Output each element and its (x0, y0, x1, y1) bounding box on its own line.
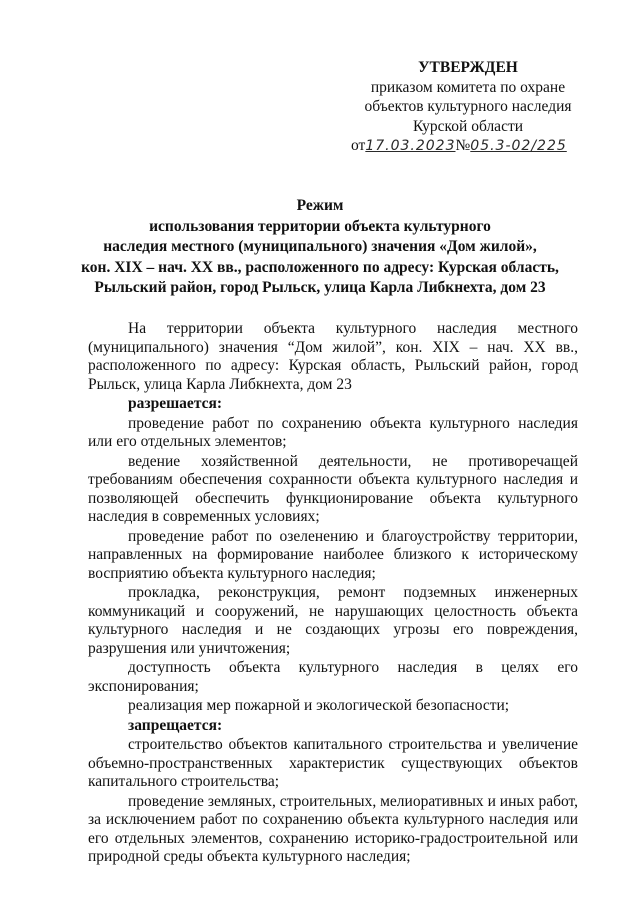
allowed-item-1: проведение работ по сохранению объекта культурного наследия или его отдельных элементов; (88, 414, 578, 450)
allowed-item-5: доступность объекта культурного наследия в целях его экспонирования; (88, 659, 578, 695)
title-line-4: кон. XIX – нач. XX вв., расположенного по адресу: Курская область, (81, 258, 559, 276)
handwritten-number: 05.3-02/225 (470, 138, 567, 154)
approval-line-1: приказом комитета по охране (370, 78, 566, 96)
handwritten-date: 17.03.2023 (365, 138, 456, 154)
forbidden-item-1: строительство объектов капитального строительства и увеличение объемно-пространственных характеристик существующих объектов капитального строительства; (88, 736, 578, 790)
title-line-5: Рыльский район, город Рыльск, улица Карла Либкнехта, дом 23 (94, 279, 546, 296)
title-line-2: использования территории объекта культурного (149, 217, 491, 235)
intro-paragraph: На территории объекта культурного наследия местного (муниципального) значения “Дом жилой”, кон. XIX – нач. XX вв., расположенного по адресу: Курская область, Рыльский район, город Рыльск, улица Карла Либкнехта, дом 23 (88, 320, 578, 393)
document-body (88, 320, 578, 868)
allowed-header: разрешается: (128, 395, 223, 412)
number-prefix: № (455, 137, 471, 154)
title-line-1: Режим (296, 197, 344, 214)
allowed-item-6: реализация мер пожарной и экологической безопасности; (128, 697, 510, 714)
approval-stamp: УТВЕРЖДЕН (418, 59, 518, 76)
document-title (70, 196, 570, 299)
approval-block (343, 58, 593, 157)
forbidden-item-2: проведение земляных, строительных, мелиоративных и иных работ, за исключением работ по сохранению объекта культурного наследия или его отдельных элементов, сохранению историко-градостроительной или природной среды объекта культурного наследия; (88, 792, 578, 865)
allowed-item-2: ведение хозяйственной деятельности, не противоречащей требованиям обеспечения сохранности объекта культурного наследия и позволяющей обеспечить функционирование объекта культурного наследия в современных условиях; (88, 452, 578, 525)
allowed-item-4: прокладка, реконструкция, ремонт подземных инженерных коммуникаций и сооружений, не нарушающих целостность объекта культурного наследия и не создающих угрозы его повреждения, разрушения или уничтожения; (88, 584, 578, 657)
approval-line-3: Курской области (412, 117, 524, 135)
approval-date-line (343, 136, 593, 157)
title-line-3: наследия местного (муниципального) значения «Дом жилой», (103, 238, 537, 255)
forbidden-header: запрещается: (128, 716, 223, 734)
allowed-item-3: проведение работ по озеленению и благоустройству территории, направленных на формирование наиболее близкого к историческому восприятию объекта культурного наследия; (88, 527, 578, 582)
approval-line-2: объектов культурного наследия (364, 98, 572, 115)
date-prefix: от (351, 137, 366, 154)
